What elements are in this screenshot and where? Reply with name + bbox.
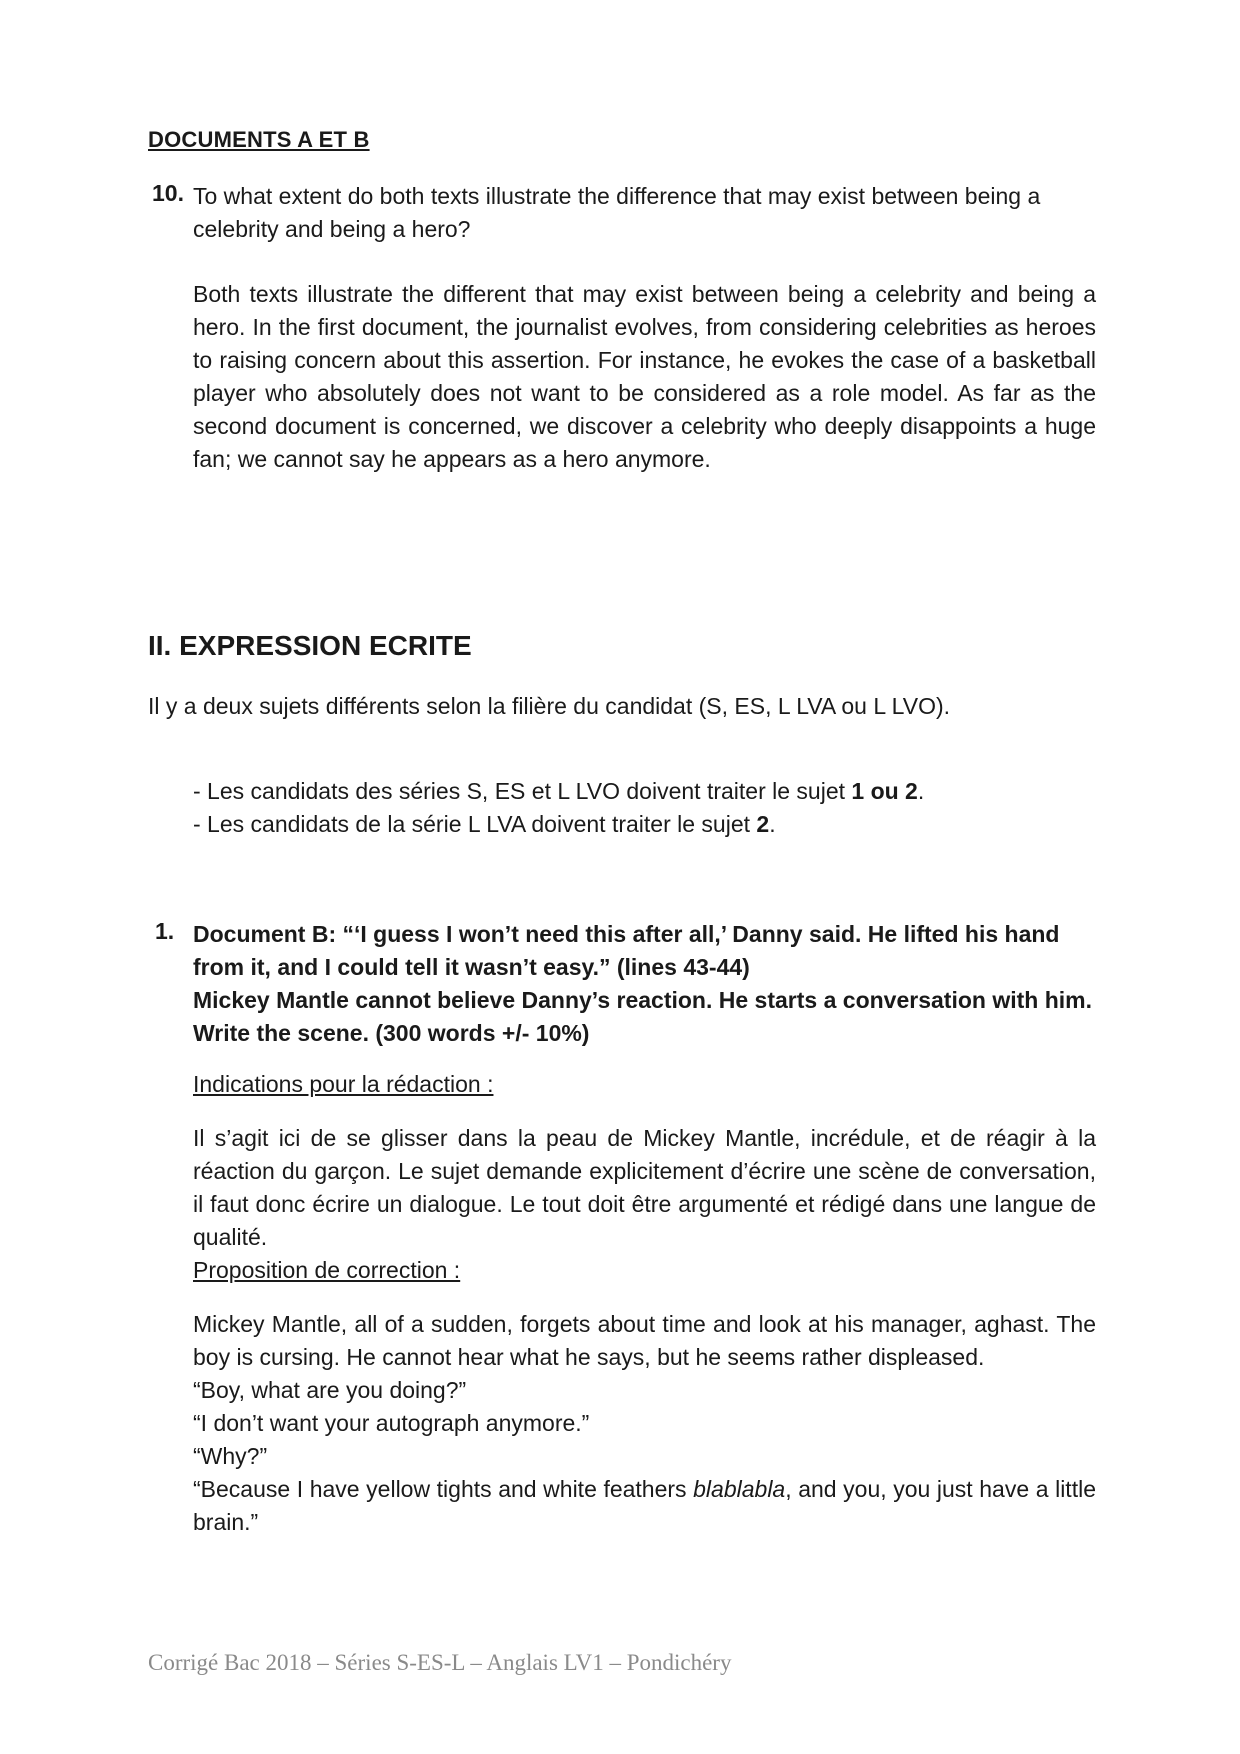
question-answer: Both texts illustrate the different that may exist between being a celebrity and being a hero. In the first document, the journalist evolves, from considering celebrities as heroes to raising concern about this assertion. For instance, he evokes the case of a basketball player who absolutely does not want to be considered as a role model. As far as the second document is concerned, we discover a celebrity who deeply disappoints a huge fan; we cannot say he appears as a hero anymore. [193, 281, 1096, 472]
question-number: 10. [152, 180, 184, 206]
expression-intro: Il y a deux sujets différents selon la filière du candidat (S, ES, L LVA ou L LVO). [148, 693, 951, 719]
bullet-end: . [917, 778, 925, 804]
indications-text: Il s’agit ici de se glisser dans la peau de Mickey Mantle, incrédule, et de réagir à la réaction du garçon. Le sujet demande explicitement d’écrire une scène de conversation, il faut donc écrire un dialogue. Le tout doit être argumenté et rédigé dans une langue de qualité. [193, 1125, 1096, 1250]
dialogue-line: “Why?” [193, 1443, 268, 1469]
bullet-item [193, 808, 776, 841]
dialogue-start: “Because I have yellow tights and white feathers [193, 1476, 694, 1502]
subject-prompt [193, 918, 1098, 1050]
proposition-label: Proposition de correction : [193, 1257, 461, 1283]
bullet-text: - Les candidats des séries S, ES et L LVO doivent traiter le sujet [193, 778, 852, 804]
bullet-bold: 2 [756, 811, 770, 837]
dialogue-line [193, 1473, 1096, 1539]
bullet-end: . [769, 811, 776, 837]
question-text: To what extent do both texts illustrate the difference that may exist between being a celebrity and being a hero? [193, 183, 1041, 242]
indications-label: Indications pour la rédaction : [193, 1071, 494, 1097]
dialogue-italic: blablabla [693, 1476, 786, 1502]
subject-prompt-task: Mickey Mantle cannot believe Danny’s reaction. He starts a conversation with him. Write the scene. (300 words +/- 10%) [193, 987, 1092, 1046]
section-heading: DOCUMENTS A ET B [148, 127, 370, 152]
dialogue-line: “Boy, what are you doing?” [193, 1377, 467, 1403]
proposition-narrative: Mickey Mantle, all of a sudden, forgets about time and look at his manager, aghast. The boy is cursing. He cannot hear what he says, but he seems rather displeased. [193, 1311, 1096, 1370]
proposition-text [193, 1308, 1096, 1539]
dialogue-end: , and you, you just have a little brain.” [193, 1476, 1096, 1535]
subject-prompt-quote: Document B: “‘I guess I won’t need this after all,’ Danny said. He lifted his hand from it, and I could tell it wasn’t easy.” (lines 43-44) [193, 921, 1060, 980]
bullet-item [193, 775, 924, 808]
bullet-bold: 1 ou 2 [851, 778, 918, 804]
page-footer: Corrigé Bac 2018 – Séries S-ES-L – Anglais LV1 – Pondichéry [148, 1650, 732, 1675]
subject-number: 1. [155, 918, 175, 944]
bullet-text: - Les candidats de la série L LVA doivent traiter le sujet [193, 811, 757, 837]
expression-title: II. EXPRESSION ECRITE [148, 630, 472, 661]
dialogue-line: “I don’t want your autograph anymore.” [193, 1410, 590, 1436]
